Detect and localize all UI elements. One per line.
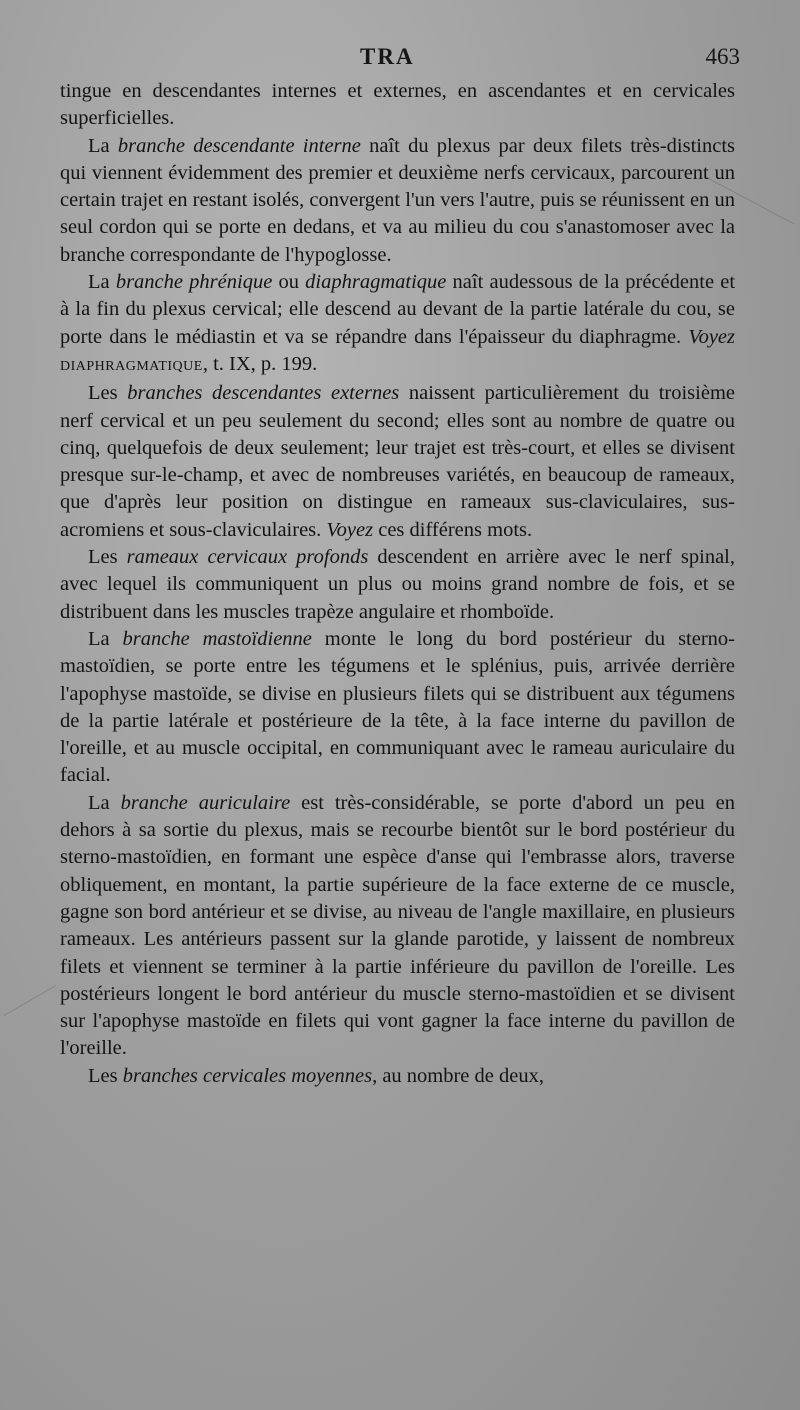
see-reference-label: Voyez: [326, 518, 374, 541]
paragraph-term-alt: diaphragmatique: [305, 271, 447, 294]
cross-reference-link[interactable]: DIAPHRAGMATIQUE: [60, 358, 203, 374]
paragraph-lead: Les: [88, 546, 127, 569]
paragraph-lead: La: [88, 271, 116, 294]
paragraph-branche-phrenique: [60, 269, 735, 380]
paragraph-text: naît audessous de la précédente et à la fin du plexus cervical; elle descend au devant de la partie latérale du cou, se porte dans le médiastin et va se répandre dans l'épaisseur du diaphragme.: [60, 271, 736, 348]
paragraph-term: branche descendante interne: [117, 134, 361, 157]
paragraph-text: descendent en arrière avec le nerf spinal, avec lequel ils communiquent un plus ou moins grand nombre de fois, et se distribuent dans les muscles trapèze angulaire et rhomboïde.: [60, 546, 735, 623]
text-body: [60, 78, 735, 1090]
paragraph-branche-mastoidienne: [60, 626, 735, 790]
see-reference-label: Voyez: [688, 325, 736, 348]
paragraph-lead: La: [88, 791, 121, 814]
paragraph-branche-descendante-interne: [60, 133, 735, 269]
paragraph-text-tail: ces différens mots.: [378, 518, 533, 541]
paragraph-text: est très-considérable, se porte d'abord un peu en dehors à sa sortie du plexus, mais se recourbe bientôt sur le bord postérieur du sterno-mastoïdien, en formant une espèce d'anse qui l'embrasse alors, traverse obliquement, en montant, la partie supérieure de la face externe de ce muscle, gagne son bord antérieur et se divise, au niveau de l'angle maxillaire, en plusieurs rameaux. Les antérieurs passent sur la glande parotide, y laissent de nombreux filets et viennent se terminer à la partie inférieure du pavillon de l'oreille. Les postérieurs longent le bord antérieur du muscle sterno-mastoïdien et se divisent sur l'apophyse mastoïde en filets qui vont gagner la face interne du pavillon de l'oreille.: [60, 791, 735, 1060]
paragraph-rameaux-cervicaux-profonds: [60, 544, 735, 626]
paragraph-lead: La: [88, 134, 118, 157]
paragraph-lead: Les: [88, 1064, 123, 1087]
paragraph-lead: Les: [88, 382, 128, 405]
paragraph-text: , au nombre de deux,: [372, 1064, 544, 1087]
paragraph-text: naît du plexus par deux filets très-distincts qui viennent évidemment des premier et deuxième nerfs cervicaux, parcourent un certain trajet en restant isolés, convergent l'un vers l'autre, puis se réunissent en un seul cordon qui se porte en dedans, et va au milieu du cou s'anastomoser avec la branche correspondante de l'hypoglosse.: [60, 134, 735, 266]
paragraph-branche-auriculaire: [60, 790, 735, 1063]
paragraph-term: branche phrénique: [115, 271, 273, 294]
paragraph-text: monte le long du bord postérieur du sterno-mastoïdien, se porte entre les tégumens et le splénius, puis, arrivée derrière l'apophyse mastoïde, se divise en plusieurs filets qui se distribuent aux tégumens de la partie latérale et postérieure de la tête, à la face interne du pavillon de l'oreille, et au muscle occipital, en communiquant avec le rameau auriculaire du facial.: [60, 627, 735, 787]
running-title: TRA: [360, 44, 415, 69]
paragraph-mid: ou: [272, 271, 306, 294]
paragraph-term: branche auriculaire: [120, 791, 291, 814]
paragraph-text: naissent particulièrement du troisième nerf cervical et un peu seulement du second; elles sont au nombre de quatre ou cinq, quelquefois de deux seulement; leur trajet est très-court, et elles se divisent presque sur-le-champ, et avec de nombreuses variétés, en beaucoup de rameaux, que d'après leur position on distingue en rameaux sus-claviculaires, sus-acromiens et sous-claviculaires.: [60, 382, 735, 541]
paragraph-term: branche mastoïdienne: [122, 627, 312, 650]
paragraph-term: branches cervicales moyennes: [122, 1064, 373, 1087]
paragraph-lead: La: [88, 627, 123, 650]
paragraph-branches-descendantes-externes: [60, 380, 735, 544]
paper-crease: [4, 985, 56, 1016]
paragraph-term: branches descendantes externes: [127, 382, 400, 405]
cross-reference-location: , t. IX, p. 199.: [202, 352, 318, 375]
paragraph-text: tingue en descendantes internes et externes, en ascendantes et en cervicales superficielles.: [60, 80, 735, 130]
page-number: 463: [705, 44, 740, 69]
running-head: [60, 44, 740, 76]
paragraph-continuation: [60, 78, 735, 133]
paragraph-branches-cervicales-moyennes: [60, 1063, 735, 1090]
paragraph-term: rameaux cervicaux profonds: [126, 546, 369, 569]
